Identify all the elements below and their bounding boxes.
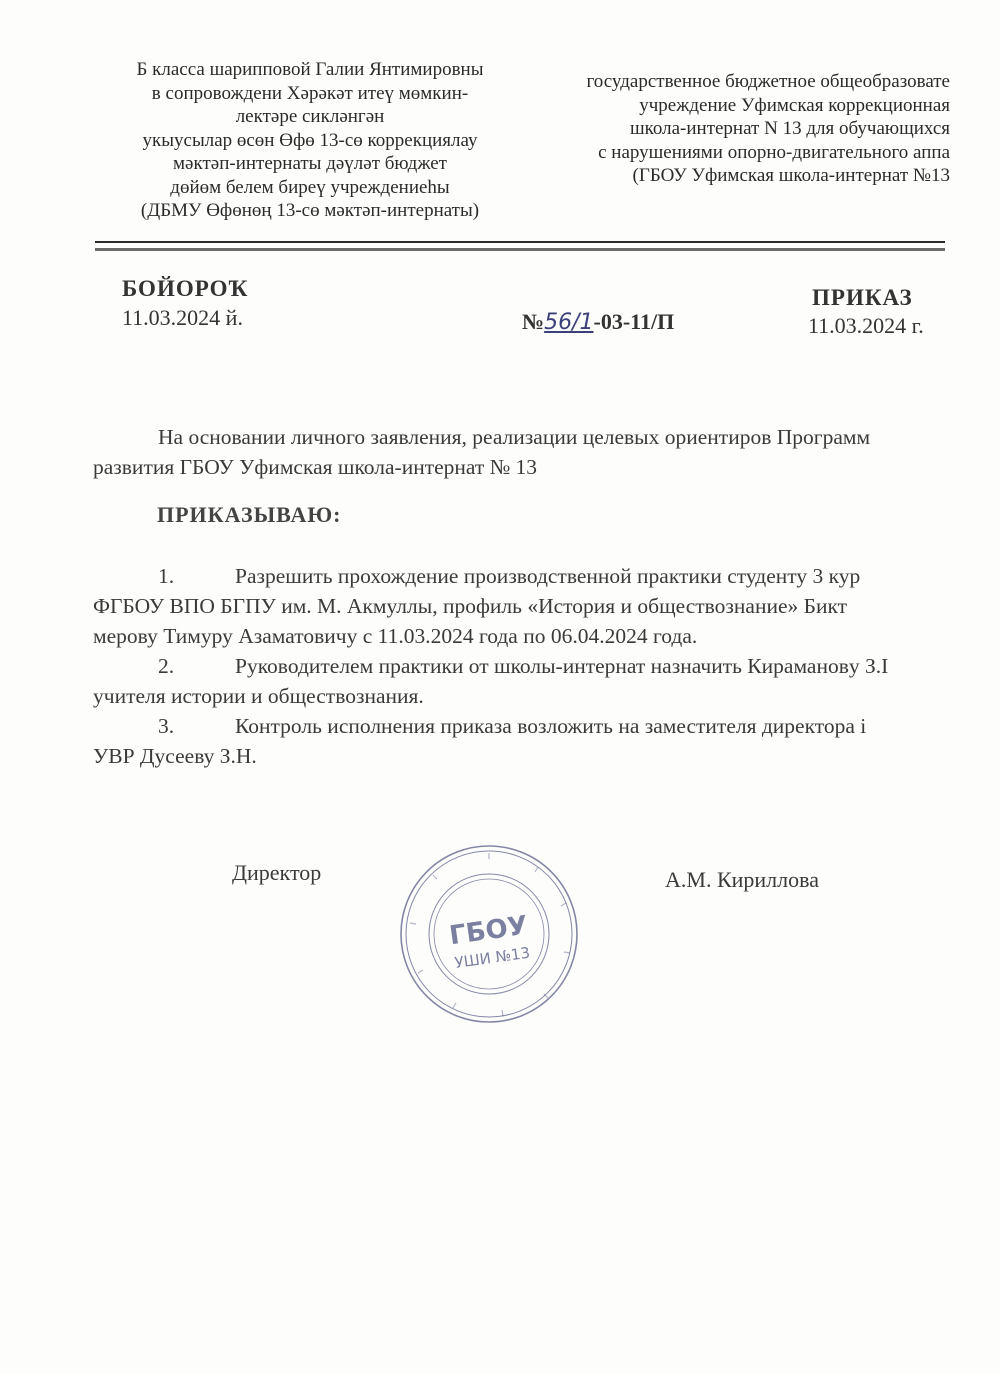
order-item (93, 651, 953, 711)
header-right-line: школа-интернат N 13 для обучающихся (629, 118, 950, 139)
header-left-line: в сопровождени Хәрәкәт итеү мөмкин- (151, 82, 469, 104)
item-line: мерову Тимуру Азаматовичу с 11.03.2024 года по 06.04.2024 года. (93, 624, 698, 648)
header-right-line: государственное бюджетное общеобразовате (586, 71, 950, 92)
item-line: ФГБОУ ВПО БГПУ им. М. Акмуллы, профиль «История и обществознание» Бикт (93, 594, 848, 618)
item-line: Руководителем практики от школы-интернат назначить Кирамановy З.I (235, 654, 889, 678)
order-item (93, 711, 953, 771)
order-items (93, 561, 953, 771)
header-bashkir (100, 58, 520, 223)
header-russian (540, 70, 950, 188)
order-number-prefix: № (522, 309, 545, 334)
item-line: учителя истории и обществознания. (93, 684, 424, 708)
order-date-bashkir: 11.03.2024 й. (122, 305, 243, 330)
header-left-line: укыусылар өсөн Өфө 13-сө коррекциялау (142, 129, 478, 151)
header-left-line: дөйөм белем биреү учреждениеһы (170, 176, 450, 198)
header-left-line: Б класса шарипповой Галии Янтимировны (136, 59, 484, 80)
header-right-line: с нарушениями опорно-двигательного аппа (598, 141, 950, 163)
header-left-line: лектәре сиклəнгән (235, 106, 385, 127)
item-number: 3. (158, 714, 175, 738)
item-number: 2. (158, 654, 175, 678)
signatory-name: А.М. Кириллова (665, 867, 819, 892)
seal-center-bottom: УШИ №13 (453, 943, 532, 972)
header-divider (95, 241, 945, 243)
intro-line: развития ГБОУ Уфимская школа-интернат № 13 (93, 455, 538, 479)
header-left-line: мәктәп-интернаты дәүләт бюджет (173, 153, 447, 174)
order-number (522, 309, 674, 335)
order-date-russian: 11.03.2024 г. (808, 313, 924, 338)
order-number-suffix: -03-11/П (593, 309, 675, 334)
header-right-line: (ГБОУ Уфимская школа-интернат №13 (632, 165, 950, 186)
intro-line: На основании личного заявления, реализации целевых ориентиров Программ (158, 425, 871, 449)
item-number: 1. (158, 564, 175, 588)
order-item (93, 561, 953, 651)
order-directive: ПРИКАЗЫВАЮ: (157, 502, 342, 527)
item-line: Разрешить прохождение производственной практики студенту 3 кур (235, 564, 861, 588)
signatory-title: Директор (232, 860, 322, 885)
official-seal (398, 843, 580, 1025)
header-right-line: учреждение Уфимская коррекционная (639, 94, 950, 116)
intro-paragraph (93, 422, 973, 482)
header-divider-thick (95, 248, 945, 251)
item-line: УВР Дусееву З.Н. (93, 744, 257, 768)
header-left-line: (ДБМУ Өфөнөң 13-сө мәктәп-интернаты) (140, 200, 480, 221)
order-heading-bashkir: БОЙОРОҠ (122, 276, 249, 301)
order-number-handwritten: 56/1 (544, 310, 594, 335)
seal-center-top: ГБОУ (447, 910, 530, 952)
order-heading-russian: ПРИКАЗ (812, 285, 913, 310)
item-line: Контроль исполнения приказа возложить на заместителя директора і (235, 714, 867, 738)
